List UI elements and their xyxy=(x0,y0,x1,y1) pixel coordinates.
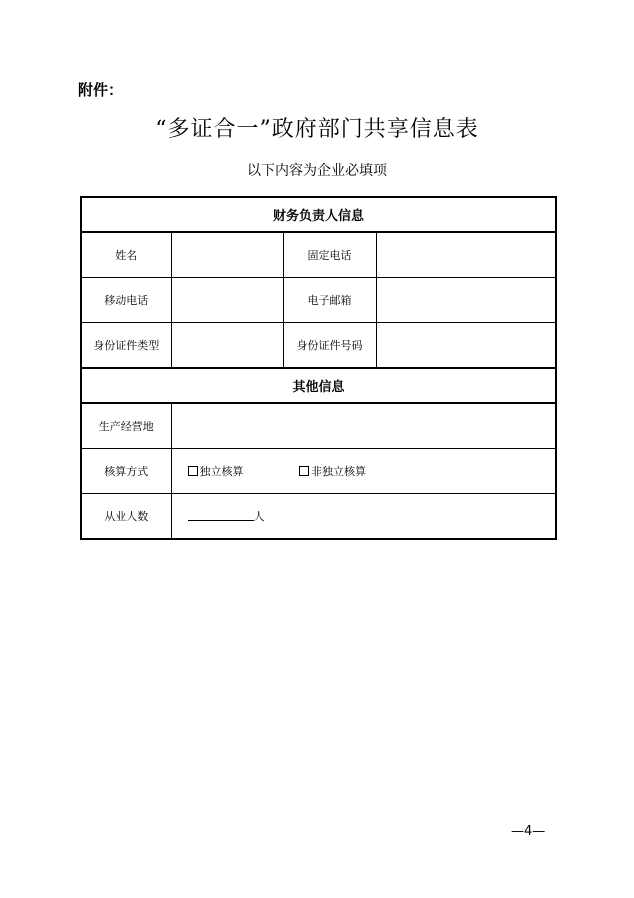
landline-label: 固定电话 xyxy=(283,232,376,278)
finance-section-header: 财务负责人信息 xyxy=(81,197,556,232)
employees-blank-field[interactable] xyxy=(188,510,254,521)
table-row xyxy=(81,323,556,369)
name-field[interactable] xyxy=(171,232,283,278)
mobile-field[interactable] xyxy=(171,278,283,323)
id-number-field[interactable] xyxy=(376,323,556,369)
production-site-field[interactable] xyxy=(171,403,556,449)
non-independent-accounting-label: 非独立核算 xyxy=(311,465,366,478)
table-row xyxy=(81,403,556,449)
id-type-field[interactable] xyxy=(171,323,283,369)
table-row xyxy=(81,278,556,323)
accounting-label: 核算方式 xyxy=(81,449,171,494)
shared-info-table xyxy=(80,196,557,540)
employees-label: 从业人数 xyxy=(81,494,171,540)
document-title: “多证合一”政府部门共享信息表 xyxy=(155,117,479,142)
checkbox-icon[interactable] xyxy=(188,466,198,476)
document-subtitle: 以下内容为企业必填项 xyxy=(247,163,387,179)
employees-unit: 人 xyxy=(253,510,265,523)
other-section-header: 其他信息 xyxy=(81,368,556,403)
email-field[interactable] xyxy=(376,278,556,323)
attachment-label: 附件： xyxy=(78,81,124,99)
email-label: 电子邮箱 xyxy=(283,278,376,323)
table-row xyxy=(81,232,556,278)
name-label: 姓名 xyxy=(81,232,171,278)
id-type-label: 身份证件类型 xyxy=(81,323,171,369)
table-row xyxy=(81,494,556,540)
mobile-label: 移动电话 xyxy=(81,278,171,323)
employees-cell xyxy=(171,494,556,540)
accounting-options xyxy=(171,449,556,494)
checkbox-icon[interactable] xyxy=(299,466,309,476)
finance-section-header-row xyxy=(81,197,556,232)
page-number: —4— xyxy=(511,824,546,839)
independent-accounting-option[interactable] xyxy=(188,463,244,479)
table-row xyxy=(81,449,556,494)
independent-accounting-label: 独立核算 xyxy=(199,465,244,478)
id-number-label: 身份证件号码 xyxy=(283,323,376,369)
other-section-header-row xyxy=(81,368,556,403)
non-independent-accounting-option[interactable] xyxy=(299,463,366,479)
landline-field[interactable] xyxy=(376,232,556,278)
production-site-label: 生产经营地 xyxy=(81,403,171,449)
